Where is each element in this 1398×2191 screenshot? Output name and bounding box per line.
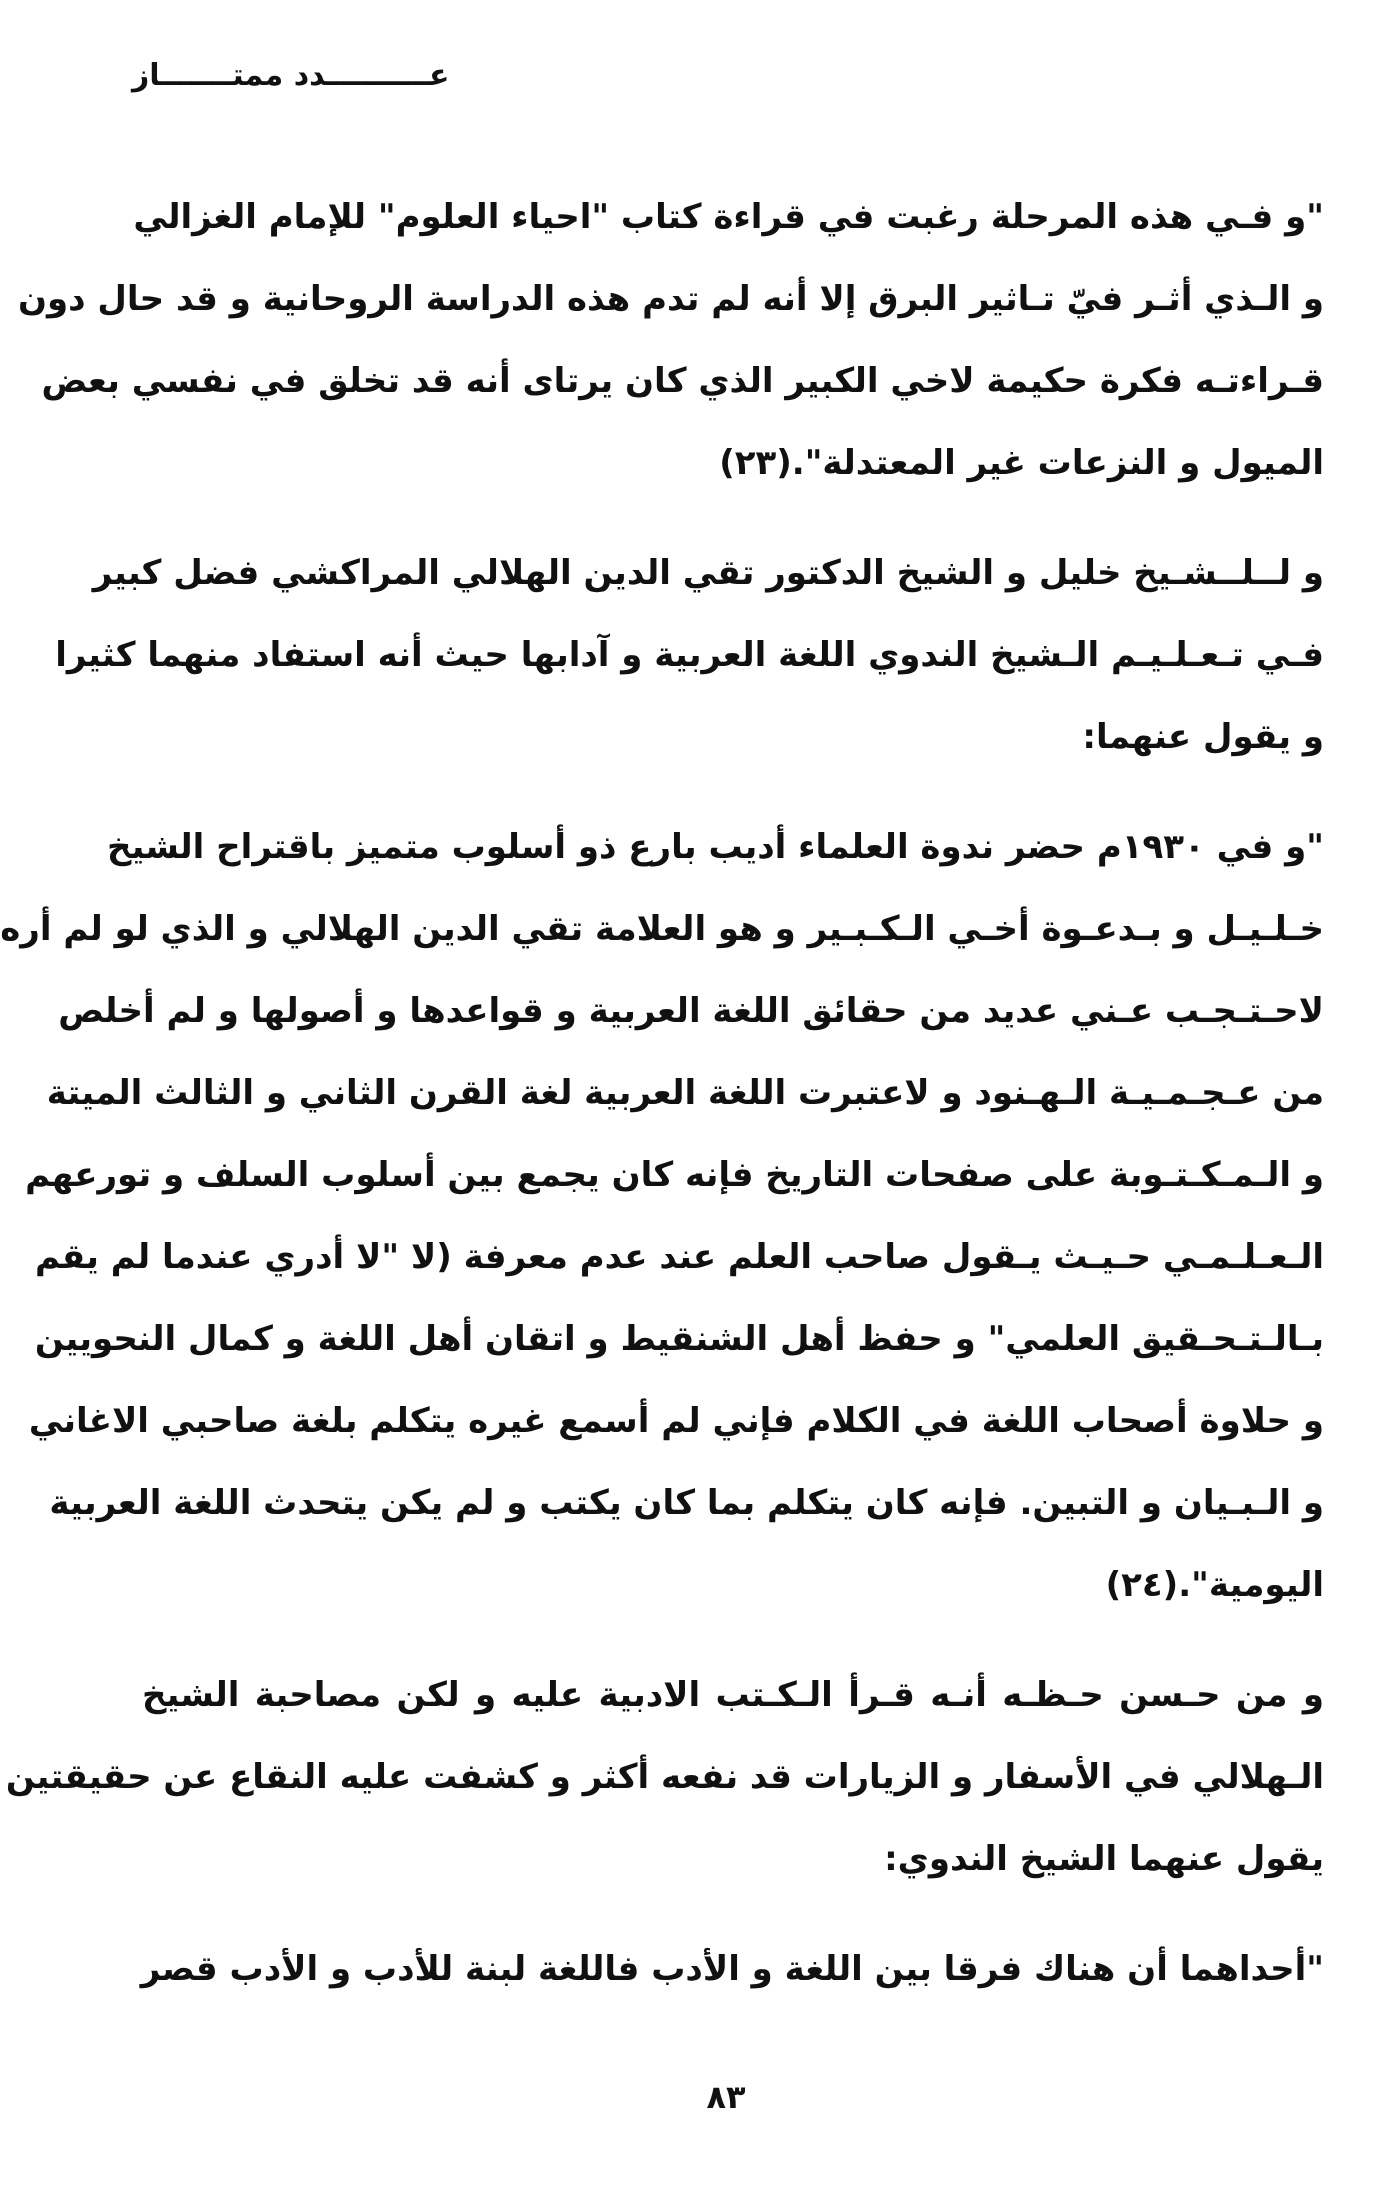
text-line: من عـجـمـيـة الـهـنود و لاعتبرت اللغة العربية لغة القرن الثاني و الثالث الميتة xyxy=(46,1073,1324,1113)
page-number: ٨٣ xyxy=(706,2078,746,2116)
text-line: بـالـتـحـقيق العلمي" و حفظ أهل الشنقيط و اتقان أهل اللغة و كمال النحويين xyxy=(34,1319,1324,1359)
running-header: عــــــــــدد ممتـــــــاز xyxy=(132,58,450,93)
text-line: الـعـلـمـي حـيـث يـقول صاحب العلم عند عدم معرفة (لا "لا أدري عندما لم يقم xyxy=(34,1237,1324,1277)
text-line: اليومية".(٢٤) xyxy=(1105,1565,1324,1605)
text-line: و الـبـيان و التبين. فإنه كان يتكلم بما كان يكتب و لم يكن يتحدث اللغة العربية xyxy=(49,1483,1324,1523)
text-line: لاحـتـجـب عـني عديد من حقائق اللغة العربية و قواعدها و أصولها و لم أخلص xyxy=(58,991,1324,1031)
text-line: "و في ١٩٣٠م حضر ندوة العلماء أديب بارع ذو أسلوب متميز باقتراح الشيخ xyxy=(106,827,1324,867)
text-line: يقول عنهما الشيخ الندوي: xyxy=(884,1839,1324,1879)
paragraph-5 xyxy=(142,1928,1324,2010)
text-line: الـهلالي في الأسفار و الزيارات قد نفعه أكثر و كشفت عليه النقاع عن حقيقتين xyxy=(5,1757,1324,1797)
paragraph-1 xyxy=(17,176,1324,504)
paragraph-2 xyxy=(55,532,1324,778)
text-line: قـراءتـه فكرة حكيمة لاخي الكبير الذي كان يرتاى أنه قد تخلق في نفسي بعض xyxy=(41,361,1324,401)
text-line: "أحداهما أن هناك فرقا بين اللغة و الأدب فاللغة لبنة للأدب و الأدب قصر xyxy=(140,1949,1324,1989)
text-line: الميول و النزعات غير المعتدلة".(٢٣) xyxy=(719,443,1324,483)
text-line: و لــلــشـيخ خليل و الشيخ الدكتور تقي الدين الهلالي المراكشي فضل كبير xyxy=(92,553,1324,593)
text-line: و من حـسن حـظـه أنـه قـرأ الـكـتب الادبية عليه و لكن مصاحبة الشيخ xyxy=(142,1675,1324,1715)
paragraph-4 xyxy=(5,1654,1324,1900)
paragraph-3 xyxy=(0,806,1324,1626)
text-line: و الـمـكـتـوبة على صفحات التاريخ فإنه كان يجمع بين أسلوب السلف و تورعهم xyxy=(25,1155,1324,1195)
text-line: و يقول عنهما: xyxy=(1082,717,1324,757)
text-line: خـلـيـل و بـدعـوة أخـي الـكـبـير و هو العلامة تقي الدين الهلالي و الذي لو لم أره xyxy=(0,909,1324,949)
body-text xyxy=(0,176,1324,2038)
text-line: "و فـي هذه المرحلة رغبت في قراءة كتاب "احياء العلوم" للإمام الغزالي xyxy=(133,197,1324,237)
text-line: و حلاوة أصحاب اللغة في الكلام فإني لم أسمع غيره يتكلم بلغة صاحبي الاغاني xyxy=(28,1401,1324,1441)
text-line: و الـذي أثـر فيّ تـاثير البرق إلا أنه لم تدم هذه الدراسة الروحانية و قد حال دون xyxy=(17,279,1324,319)
text-line: فـي تـعـلـيـم الـشيخ الندوي اللغة العربية و آدابها حيث أنه استفاد منهما كثيرا xyxy=(55,635,1324,675)
